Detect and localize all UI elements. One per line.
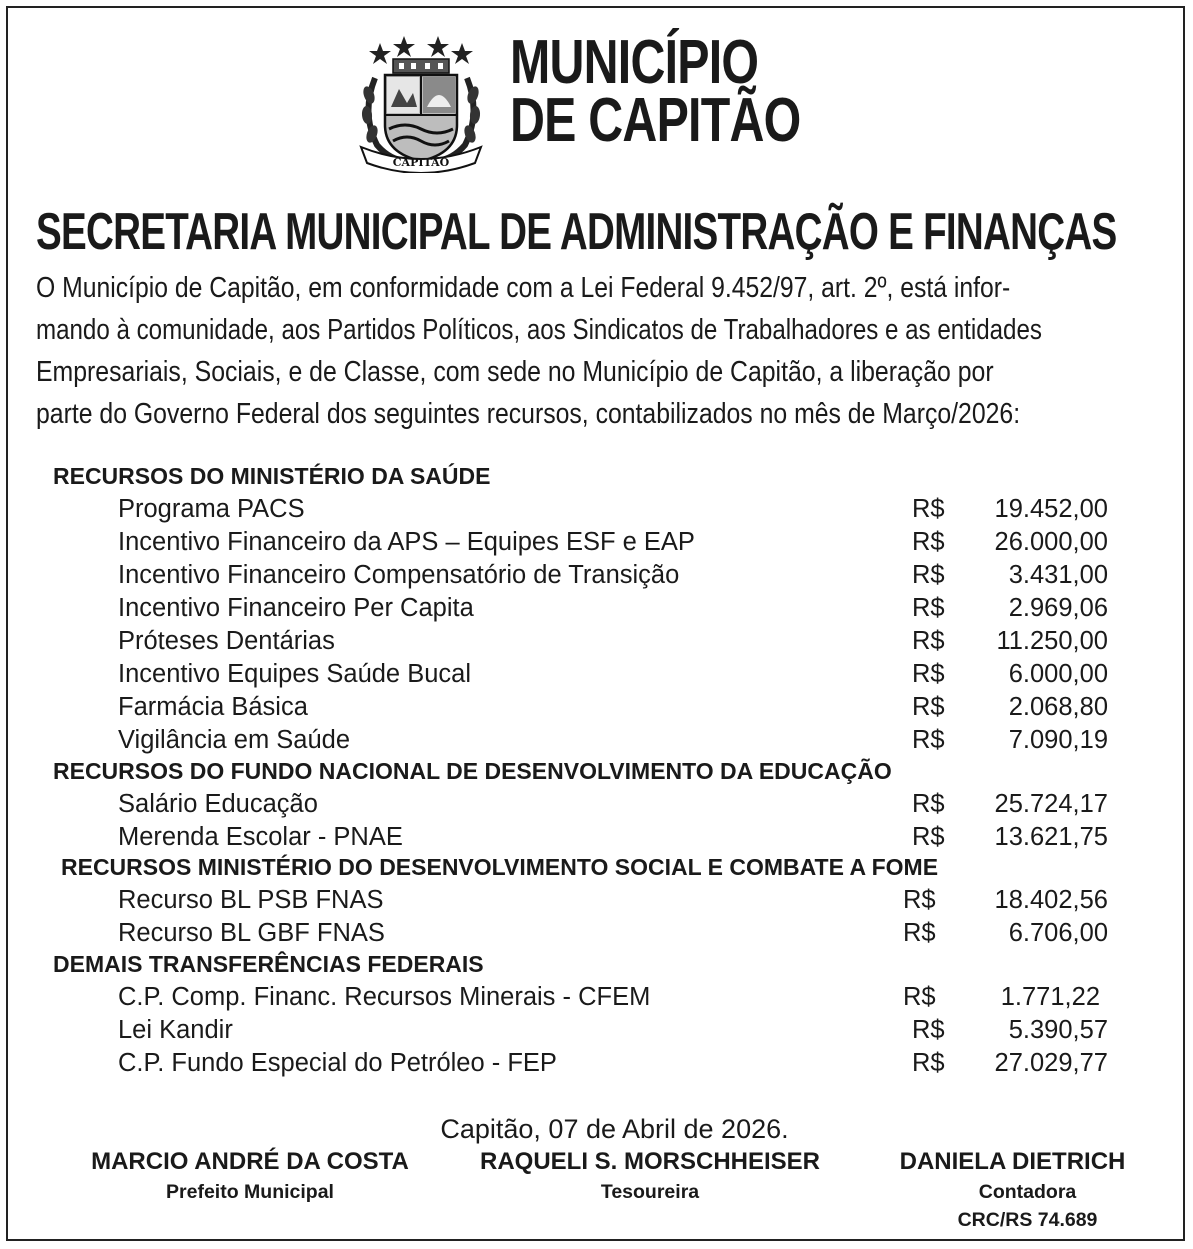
item-amount: 2.068,80 (1008, 693, 1108, 721)
item-currency: R$ (912, 660, 945, 688)
item-label: Recurso BL PSB FNAS (118, 886, 384, 914)
item-amount: 19.452,00 (994, 495, 1108, 523)
section-title: DEMAIS TRANSFERÊNCIAS FEDERAIS (53, 951, 484, 977)
item-label: C.P. Comp. Financ. Recursos Minerais - CFEM (118, 983, 651, 1011)
item-label: Programa PACS (118, 495, 305, 523)
item-amount: 1.771,22 (1000, 983, 1100, 1011)
section-title: RECURSOS DO MINISTÉRIO DA SAÚDE (53, 463, 491, 489)
item-label: Recurso BL GBF FNAS (118, 919, 385, 947)
signatory-registration: CRC/RS 74.689 (957, 1209, 1098, 1231)
item-amount: 26.000,00 (994, 528, 1108, 556)
intro-line: Empresariais, Sociais, e de Classe, com sede no Município de Capitão, a liberação por (36, 356, 994, 388)
signatory-role: Contadora (978, 1181, 1077, 1203)
item-label: Incentivo Financeiro da APS – Equipes ESF e EAP (118, 528, 695, 556)
item-amount: 2.969,06 (1008, 594, 1108, 622)
item-amount: 11.250,00 (996, 627, 1108, 655)
item-currency: R$ (912, 1049, 945, 1077)
item-label: Farmácia Básica (118, 693, 308, 721)
municipality-title-line1: MUNICÍPIO (510, 28, 759, 97)
signatory-name: RAQUELI S. MORSCHHEISER (479, 1148, 821, 1175)
item-currency: R$ (912, 627, 945, 655)
signatory-role: Tesoureira (600, 1181, 700, 1203)
intro-line: O Município de Capitão, em conformidade com a Lei Federal 9.452/97, art. 2º, está infor- (36, 272, 1011, 304)
item-label: Lei Kandir (118, 1016, 233, 1044)
item-label: Salário Educação (118, 790, 318, 818)
item-currency: R$ (912, 561, 945, 589)
item-currency: R$ (912, 693, 945, 721)
item-currency: R$ (912, 823, 945, 851)
signatory-name: MARCIO ANDRÉ DA COSTA (91, 1148, 409, 1175)
item-amount: 13.621,75 (994, 823, 1108, 851)
item-currency: R$ (912, 790, 945, 818)
item-label: Vigilância em Saúde (118, 726, 351, 754)
item-amount: 6.000,00 (1008, 660, 1108, 688)
item-amount: 6.706,00 (1008, 919, 1108, 947)
item-label: Próteses Dentárias (118, 627, 335, 655)
crest-ribbon-text: CAPITÃO (392, 156, 450, 169)
secretaria-heading: SECRETARIA MUNICIPAL DE ADMINISTRAÇÃO E FINANÇAS (36, 203, 1117, 261)
item-currency: R$ (903, 983, 936, 1011)
document-date: Capitão, 07 de Abril de 2026. (440, 1114, 789, 1144)
item-amount: 7.090,19 (1008, 726, 1108, 754)
section-title: RECURSOS DO FUNDO NACIONAL DE DESENVOLVIMENTO DA EDUCAÇÃO (53, 758, 892, 784)
signatory-name: DANIELA DIETRICH (899, 1148, 1126, 1175)
municipality-title-line2: DE CAPITÃO (510, 86, 801, 155)
item-currency: R$ (903, 886, 936, 914)
intro-line: parte do Governo Federal dos seguintes recursos, contabilizados no mês de Março/2026: (36, 398, 1021, 430)
item-amount: 27.029,77 (994, 1049, 1108, 1077)
item-currency: R$ (912, 495, 945, 523)
item-currency: R$ (912, 726, 945, 754)
item-currency: R$ (912, 1016, 945, 1044)
item-label: C.P. Fundo Especial do Petróleo - FEP (118, 1049, 557, 1077)
item-label: Merenda Escolar - PNAE (118, 823, 403, 851)
item-amount: 18.402,56 (994, 886, 1108, 914)
item-amount: 5.390,57 (1008, 1016, 1108, 1044)
item-currency: R$ (903, 919, 936, 947)
section-title: RECURSOS MINISTÉRIO DO DESENVOLVIMENTO SOCIAL E COMBATE A FOME (61, 854, 939, 880)
intro-line: mando à comunidade, aos Partidos Políticos, aos Sindicatos de Trabalhadores e as entidades (36, 314, 1042, 346)
item-amount: 25.724,17 (994, 790, 1108, 818)
item-label: Incentivo Equipes Saúde Bucal (118, 660, 471, 688)
item-currency: R$ (912, 594, 945, 622)
item-amount: 3.431,00 (1008, 561, 1108, 589)
signatory-role: Prefeito Municipal (166, 1181, 334, 1203)
item-label: Incentivo Financeiro Per Capita (118, 594, 474, 622)
item-label: Incentivo Financeiro Compensatório de Transição (118, 561, 680, 589)
item-currency: R$ (912, 528, 945, 556)
